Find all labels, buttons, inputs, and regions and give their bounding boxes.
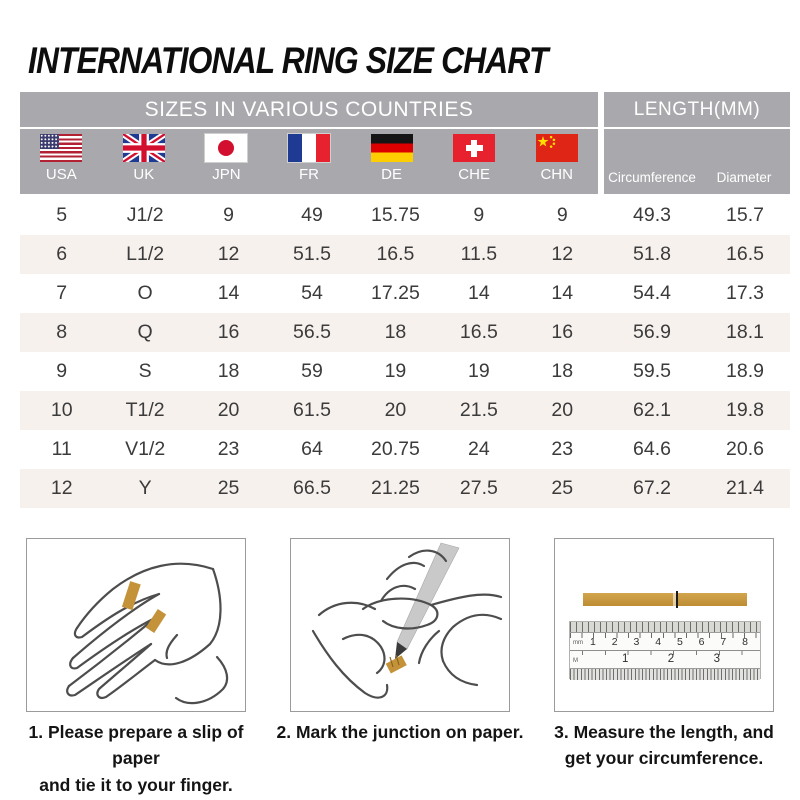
cell-uk: T1/2 xyxy=(125,399,165,421)
table-row xyxy=(20,274,790,313)
cm-tick-label: 4 xyxy=(655,636,662,648)
column-header-che xyxy=(433,129,516,194)
column-label-de: DE xyxy=(381,166,402,183)
cell-jpn: 20 xyxy=(217,399,240,421)
ruler xyxy=(569,621,761,679)
cell-jpn: 25 xyxy=(217,477,240,499)
cell-circumference: 62.1 xyxy=(633,399,671,421)
china-flag-icon xyxy=(536,134,578,162)
france-flag-icon xyxy=(288,134,330,162)
cell-circumference: 56.9 xyxy=(633,321,671,343)
ruler-edge-ticks-bottom xyxy=(570,668,760,680)
cell-circumference: 64.6 xyxy=(633,438,671,460)
ruler-cm-unit: mm xyxy=(573,640,583,646)
countries-header-block xyxy=(20,92,598,194)
column-label-jpn: JPN xyxy=(212,166,241,183)
strip-mark xyxy=(676,591,679,608)
caption-line: 1. Please prepare a slip of paper xyxy=(28,722,244,769)
cell-uk: V1/2 xyxy=(125,438,166,460)
inch-tick-label: 3 xyxy=(713,653,720,665)
cell-fr: 51.5 xyxy=(293,243,331,265)
cell-uk: Q xyxy=(137,321,153,343)
table-row xyxy=(20,196,790,235)
cm-tick-label: 6 xyxy=(698,636,705,648)
table-header xyxy=(20,92,790,194)
column-label-che: CHE xyxy=(458,166,490,183)
cell-diameter: 19.8 xyxy=(726,399,764,421)
cell-diameter: 18.1 xyxy=(726,321,764,343)
inch-tick-label: 2 xyxy=(667,653,675,665)
step-3-caption xyxy=(554,719,774,772)
cell-chn: 18 xyxy=(551,360,574,382)
cell-jpn: 23 xyxy=(217,438,240,460)
cell-uk: J1/2 xyxy=(126,204,164,226)
column-header-uk xyxy=(103,129,186,194)
ruler-edge-ticks xyxy=(570,622,760,633)
cell-fr: 61.5 xyxy=(293,399,331,421)
japan-flag-icon xyxy=(205,134,247,162)
cell-chn: 9 xyxy=(556,204,568,226)
column-header-usa xyxy=(20,129,103,194)
cm-tick-label: 7 xyxy=(720,636,727,648)
mark-junction-illustration xyxy=(290,538,510,712)
cell-circumference: 54.4 xyxy=(633,282,671,304)
cell-circumference: 51.8 xyxy=(633,243,671,265)
cell-fr: 54 xyxy=(301,282,323,304)
table-row xyxy=(20,430,790,469)
cell-uk: L1/2 xyxy=(126,243,165,265)
cell-circumference: 59.5 xyxy=(633,360,671,382)
step-3 xyxy=(538,538,790,798)
cell-de: 17.25 xyxy=(371,282,420,304)
cm-tick-label: 1 xyxy=(590,636,596,648)
column-label-circumference: Circumference xyxy=(608,170,696,185)
cell-che: 21.5 xyxy=(459,399,498,421)
cell-diameter: 15.7 xyxy=(726,204,764,226)
cell-uk: O xyxy=(137,282,153,304)
table-row xyxy=(20,469,790,508)
cell-diameter: 21.4 xyxy=(726,477,764,499)
switzerland-flag-icon xyxy=(453,134,495,162)
caption-line: and tie it to your finger. xyxy=(39,774,233,795)
ruler-inch-unit: M xyxy=(573,658,578,664)
cell-circumference: 67.2 xyxy=(633,477,671,499)
table-row xyxy=(20,313,790,352)
cell-jpn: 18 xyxy=(217,360,240,382)
cell-circumference: 49.3 xyxy=(633,204,671,226)
cell-che: 19 xyxy=(468,360,490,382)
cell-usa: 12 xyxy=(50,477,73,499)
page-title: INTERNATIONAL RING SIZE CHART xyxy=(28,40,548,81)
cell-de: 19 xyxy=(384,360,407,382)
cell-jpn: 9 xyxy=(223,204,234,226)
cell-diameter: 18.9 xyxy=(726,360,764,382)
length-subheader-row xyxy=(604,129,790,194)
cell-che: 16.5 xyxy=(459,321,498,343)
cell-usa: 8 xyxy=(56,321,68,343)
cm-tick-label: 2 xyxy=(611,636,618,648)
column-label-fr: FR xyxy=(298,166,319,183)
column-label-uk: UK xyxy=(133,166,155,183)
column-header-chn xyxy=(515,129,598,194)
caption-line: 2. Mark the junction on paper. xyxy=(276,722,524,742)
germany-flag-icon xyxy=(371,134,413,162)
cell-usa: 9 xyxy=(56,360,68,382)
cm-tick-label: 3 xyxy=(633,636,640,648)
cell-de: 21.25 xyxy=(371,477,420,499)
paper-strip xyxy=(583,593,747,606)
cell-de: 20 xyxy=(384,399,407,421)
column-label-chn: CHN xyxy=(540,166,573,183)
cell-uk: S xyxy=(138,360,152,382)
cell-usa: 10 xyxy=(50,399,73,421)
column-header-de xyxy=(350,129,433,194)
ruler-inch-numbers xyxy=(570,651,760,666)
cell-de: 15.75 xyxy=(371,204,420,226)
inch-tick-label: 1 xyxy=(622,653,629,665)
cell-diameter: 16.5 xyxy=(726,243,764,265)
table-row xyxy=(20,235,790,274)
usa-flag-icon xyxy=(40,134,82,162)
hand-with-paper-illustration xyxy=(26,538,246,712)
column-label-diameter: Diameter xyxy=(716,170,772,185)
cell-jpn: 14 xyxy=(217,282,240,304)
measuring-steps xyxy=(10,538,790,798)
cell-che: 27.5 xyxy=(459,477,498,499)
cell-che: 9 xyxy=(473,204,485,226)
caption-line: 3. Measure the length, and xyxy=(554,722,774,742)
cell-uk: Y xyxy=(138,477,152,499)
column-header-fr xyxy=(268,129,351,194)
cell-usa: 5 xyxy=(56,204,68,226)
cell-chn: 16 xyxy=(551,321,574,343)
step-1-caption xyxy=(10,719,262,798)
cell-fr: 59 xyxy=(301,360,323,382)
cell-chn: 25 xyxy=(551,477,574,499)
cell-jpn: 16 xyxy=(217,321,240,343)
cell-chn: 20 xyxy=(551,399,574,421)
cell-jpn: 12 xyxy=(217,243,240,265)
ruler-measure-illustration xyxy=(554,538,774,712)
cm-tick-label: 5 xyxy=(676,636,683,648)
cell-de: 20.75 xyxy=(371,438,420,460)
cell-che: 24 xyxy=(468,438,490,460)
step-2-caption xyxy=(277,719,524,745)
column-header-jpn xyxy=(185,129,268,194)
cell-usa: 11 xyxy=(51,438,72,460)
countries-group-header: SIZES IN VARIOUS COUNTRIES xyxy=(20,92,598,129)
length-group-header: LENGTH(MM) xyxy=(604,92,790,129)
ruler-cm-numbers xyxy=(570,633,760,648)
caption-line: get your circumference. xyxy=(564,748,764,769)
cell-fr: 56.5 xyxy=(293,321,331,343)
cell-fr: 66.5 xyxy=(293,477,331,499)
column-label-usa: USA xyxy=(45,166,77,183)
table-row xyxy=(20,391,790,430)
cell-diameter: 17.3 xyxy=(726,282,764,304)
flag-row xyxy=(20,129,598,194)
size-table-body xyxy=(20,196,790,508)
cell-usa: 7 xyxy=(56,282,68,304)
cell-che: 11.5 xyxy=(460,243,498,265)
ruler-cm-scale xyxy=(570,633,760,650)
cell-che: 14 xyxy=(468,282,490,304)
step-2 xyxy=(274,538,526,798)
cell-chn: 14 xyxy=(551,282,574,304)
cm-tick-label: 8 xyxy=(742,636,748,648)
cell-diameter: 20.6 xyxy=(726,438,764,460)
uk-flag-icon xyxy=(123,134,165,162)
length-header-block xyxy=(604,92,790,194)
cell-usa: 6 xyxy=(56,243,68,265)
cell-de: 18 xyxy=(384,321,407,343)
cell-fr: 49 xyxy=(301,204,323,226)
cell-chn: 23 xyxy=(551,438,574,460)
table-row xyxy=(20,352,790,391)
cell-fr: 64 xyxy=(301,438,323,460)
step-1 xyxy=(10,538,262,798)
ruler-inch-scale xyxy=(570,650,760,668)
cell-chn: 12 xyxy=(551,243,574,265)
cell-de: 16.5 xyxy=(376,243,415,265)
